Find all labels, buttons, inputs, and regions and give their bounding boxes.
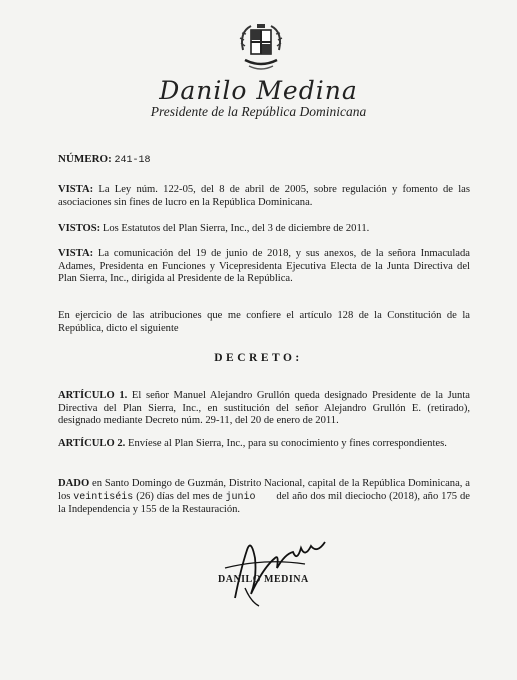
vista-label: VISTA: bbox=[58, 184, 94, 195]
numero-value: 241-18 bbox=[114, 155, 151, 166]
letterhead-title: Presidente de la República Dominicana bbox=[150, 104, 367, 119]
vistos-text: Los Estatutos del Plan Sierra, Inc., del 3 de diciembre de 2011. bbox=[102, 223, 370, 234]
vistos-label: VISTOS: bbox=[58, 223, 101, 234]
numero-label: NÚMERO: bbox=[58, 153, 112, 165]
vista-text: La Ley núm. 122-05, del 8 de abril de 2005, sobre regulación y fomento de las asociaciones sin fines de lucro en la República Dominicana. bbox=[58, 184, 470, 208]
articulo-label: ARTÍCULO 1. bbox=[58, 390, 128, 401]
dado-paragraph bbox=[58, 478, 470, 517]
dado-day-word: veintiséis bbox=[73, 491, 134, 503]
vista-paragraph-2 bbox=[58, 248, 470, 286]
vista-paragraph-1 bbox=[58, 184, 470, 209]
articulo-label: ARTÍCULO 2. bbox=[58, 438, 126, 449]
dado-day-num: (26) bbox=[136, 490, 154, 502]
decreto-heading: DECRETO: bbox=[214, 352, 303, 364]
articulo-1 bbox=[58, 390, 470, 428]
coat-of-arms-icon bbox=[237, 20, 285, 74]
vistos-paragraph bbox=[58, 223, 470, 236]
decree-number bbox=[58, 153, 151, 166]
signer-name: DANILO MEDINA bbox=[218, 574, 309, 585]
ejercicio-paragraph bbox=[58, 310, 470, 335]
vista-label: VISTA: bbox=[58, 248, 94, 259]
ejercicio-text: En ejercicio de las atribuciones que me confiere el artículo 128 de la Constitución de la República, dicto el siguiente bbox=[58, 310, 470, 334]
dado-text-3: del año dos mil dieciocho (2018), año 175 de la Independencia y 155 de la Restauración. bbox=[58, 490, 470, 516]
signature-icon bbox=[205, 528, 335, 608]
articulo-text: Envíese al Plan Sierra, Inc., para su conocimiento y fines correspondientes. bbox=[127, 438, 447, 449]
dado-text-1: en Santo Domingo de Guzmán, Distrito Nacional, capital de la República Dominicana, a los bbox=[58, 478, 470, 502]
dado-text-2: días del mes de bbox=[156, 490, 223, 502]
articulo-text: El señor Manuel Alejandro Grullón queda designado Presidente de la Junta Directiva del Plan Sierra, Inc., en sustitución del señor Alejandro Grullón E. (retirado), designado mediante Decreto núm. 29-11, del 20 de enero de 2011. bbox=[58, 390, 470, 427]
dado-label: DADO bbox=[58, 478, 90, 489]
vista-text: La comunicación del 19 de junio de 2018, y sus anexos, de la señora Inmaculada Adames, Presidenta en Funciones y Vicepresidenta Ejecutiva Electa de la Junta Directiva del Plan Sierra, Inc., dirigida al Presidente de la República. bbox=[58, 248, 470, 285]
dado-month: junio bbox=[225, 491, 256, 503]
articulo-2 bbox=[58, 438, 470, 451]
letterhead-name: Danilo Medina bbox=[159, 76, 358, 105]
